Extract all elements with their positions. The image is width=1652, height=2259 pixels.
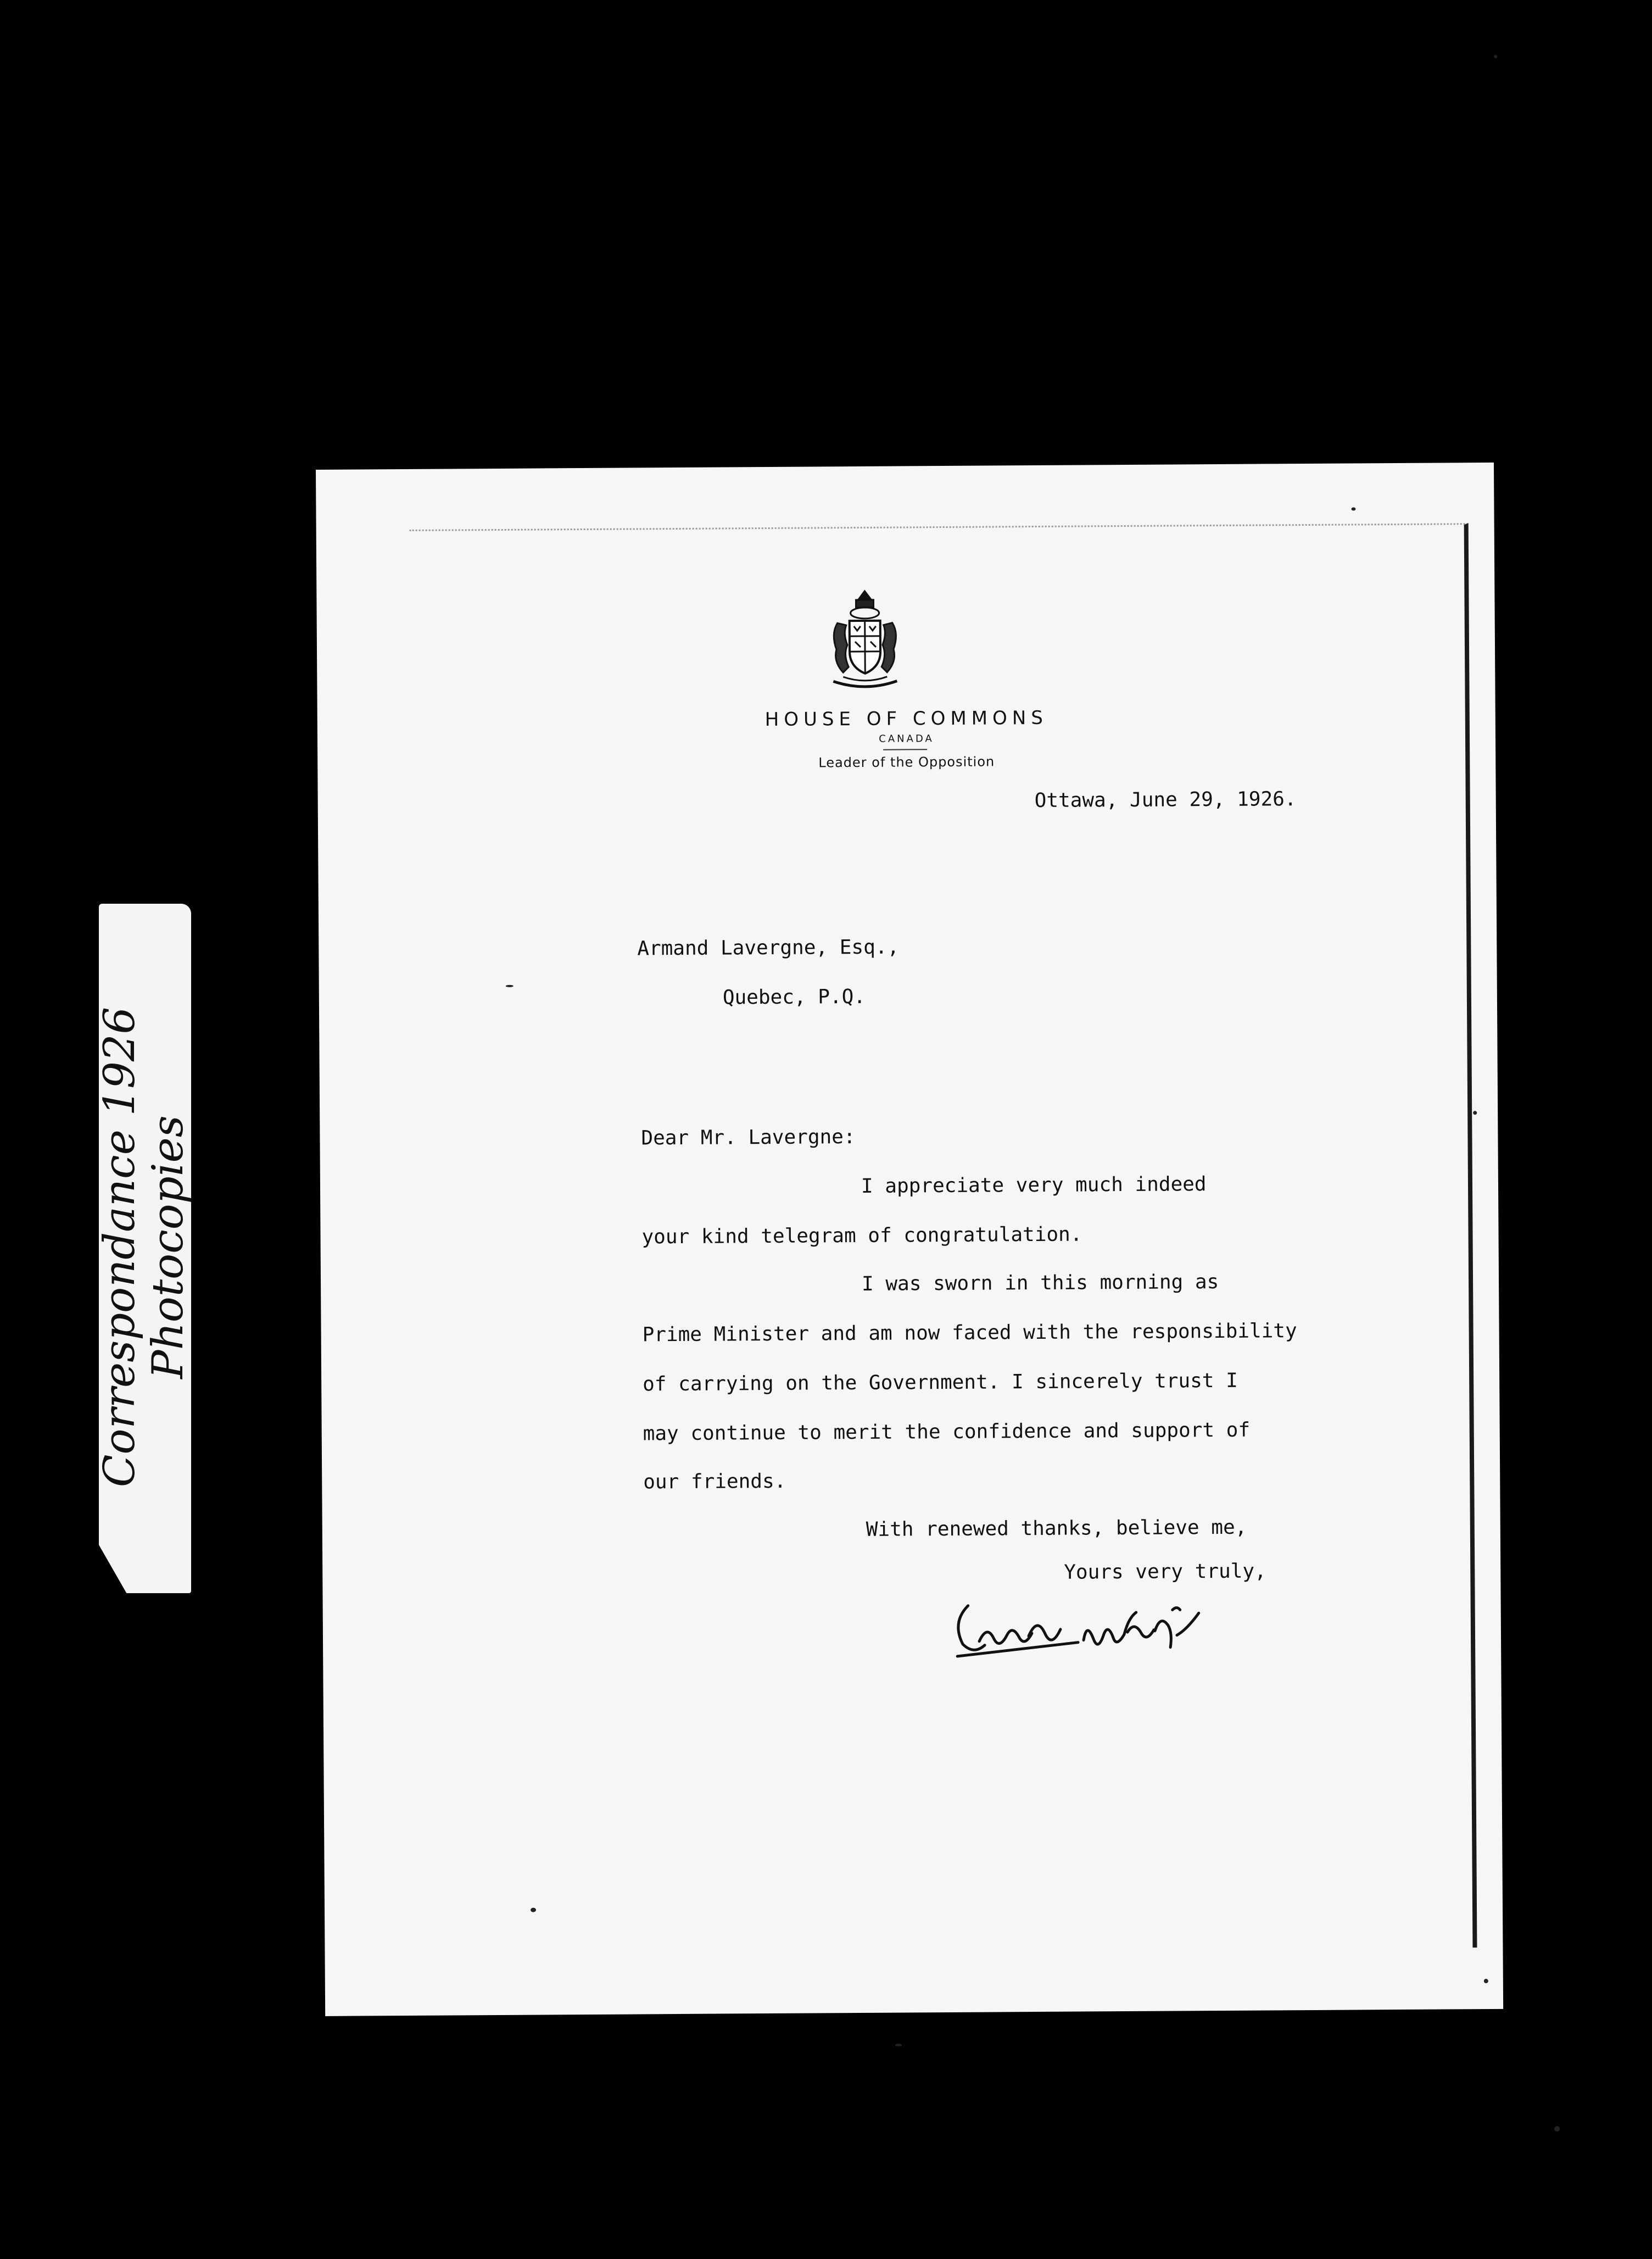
closing-line: With renewed thanks, believe me, [866,1516,1247,1541]
coat-of-arms-icon [821,584,909,700]
body-line: of carrying on the Government. I sincerely trust I [643,1369,1238,1396]
body-line: may continue to merit the confidence and support of [643,1418,1251,1445]
scan-speck [895,2044,902,2046]
index-tab-line-2: Photocopies [143,1115,193,1379]
handwritten-signature [946,1582,1210,1666]
scan-speck [1554,2126,1560,2132]
index-tab-line-1: Correspondance 1926 [95,1006,144,1488]
scan-speck [1473,1111,1477,1115]
complimentary-close: Yours very truly, [1064,1560,1266,1584]
body-line: I was sworn in this morning as [861,1270,1219,1295]
recipient-name: Armand Lavergne, Esq., [637,936,900,960]
body-line: our friends. [643,1470,786,1494]
letterhead-office: Leader of the Opposition [818,754,995,771]
date-line: Ottawa, June 29, 1926. [1034,788,1297,813]
body-line: I appreciate very much indeed [861,1173,1207,1198]
body-line: your kind telegram of congratulation. [641,1223,1082,1249]
salutation: Dear Mr. Lavergne: [641,1126,856,1150]
body-line: Prime Minister and am now faced with the responsibility [642,1320,1297,1347]
scan-speck [1494,55,1497,58]
letterhead-institution: HOUSE OF COMMONS [764,706,1048,731]
index-tab-label [96,945,194,1549]
scan-speck [1351,507,1355,510]
scan-speck [1484,1979,1488,1983]
scan-speck [531,1908,536,1912]
recipient-place: Quebec, P.Q. [722,985,866,1009]
letter-sheet [316,463,1503,2016]
letterhead-country: CANADA [879,733,934,745]
